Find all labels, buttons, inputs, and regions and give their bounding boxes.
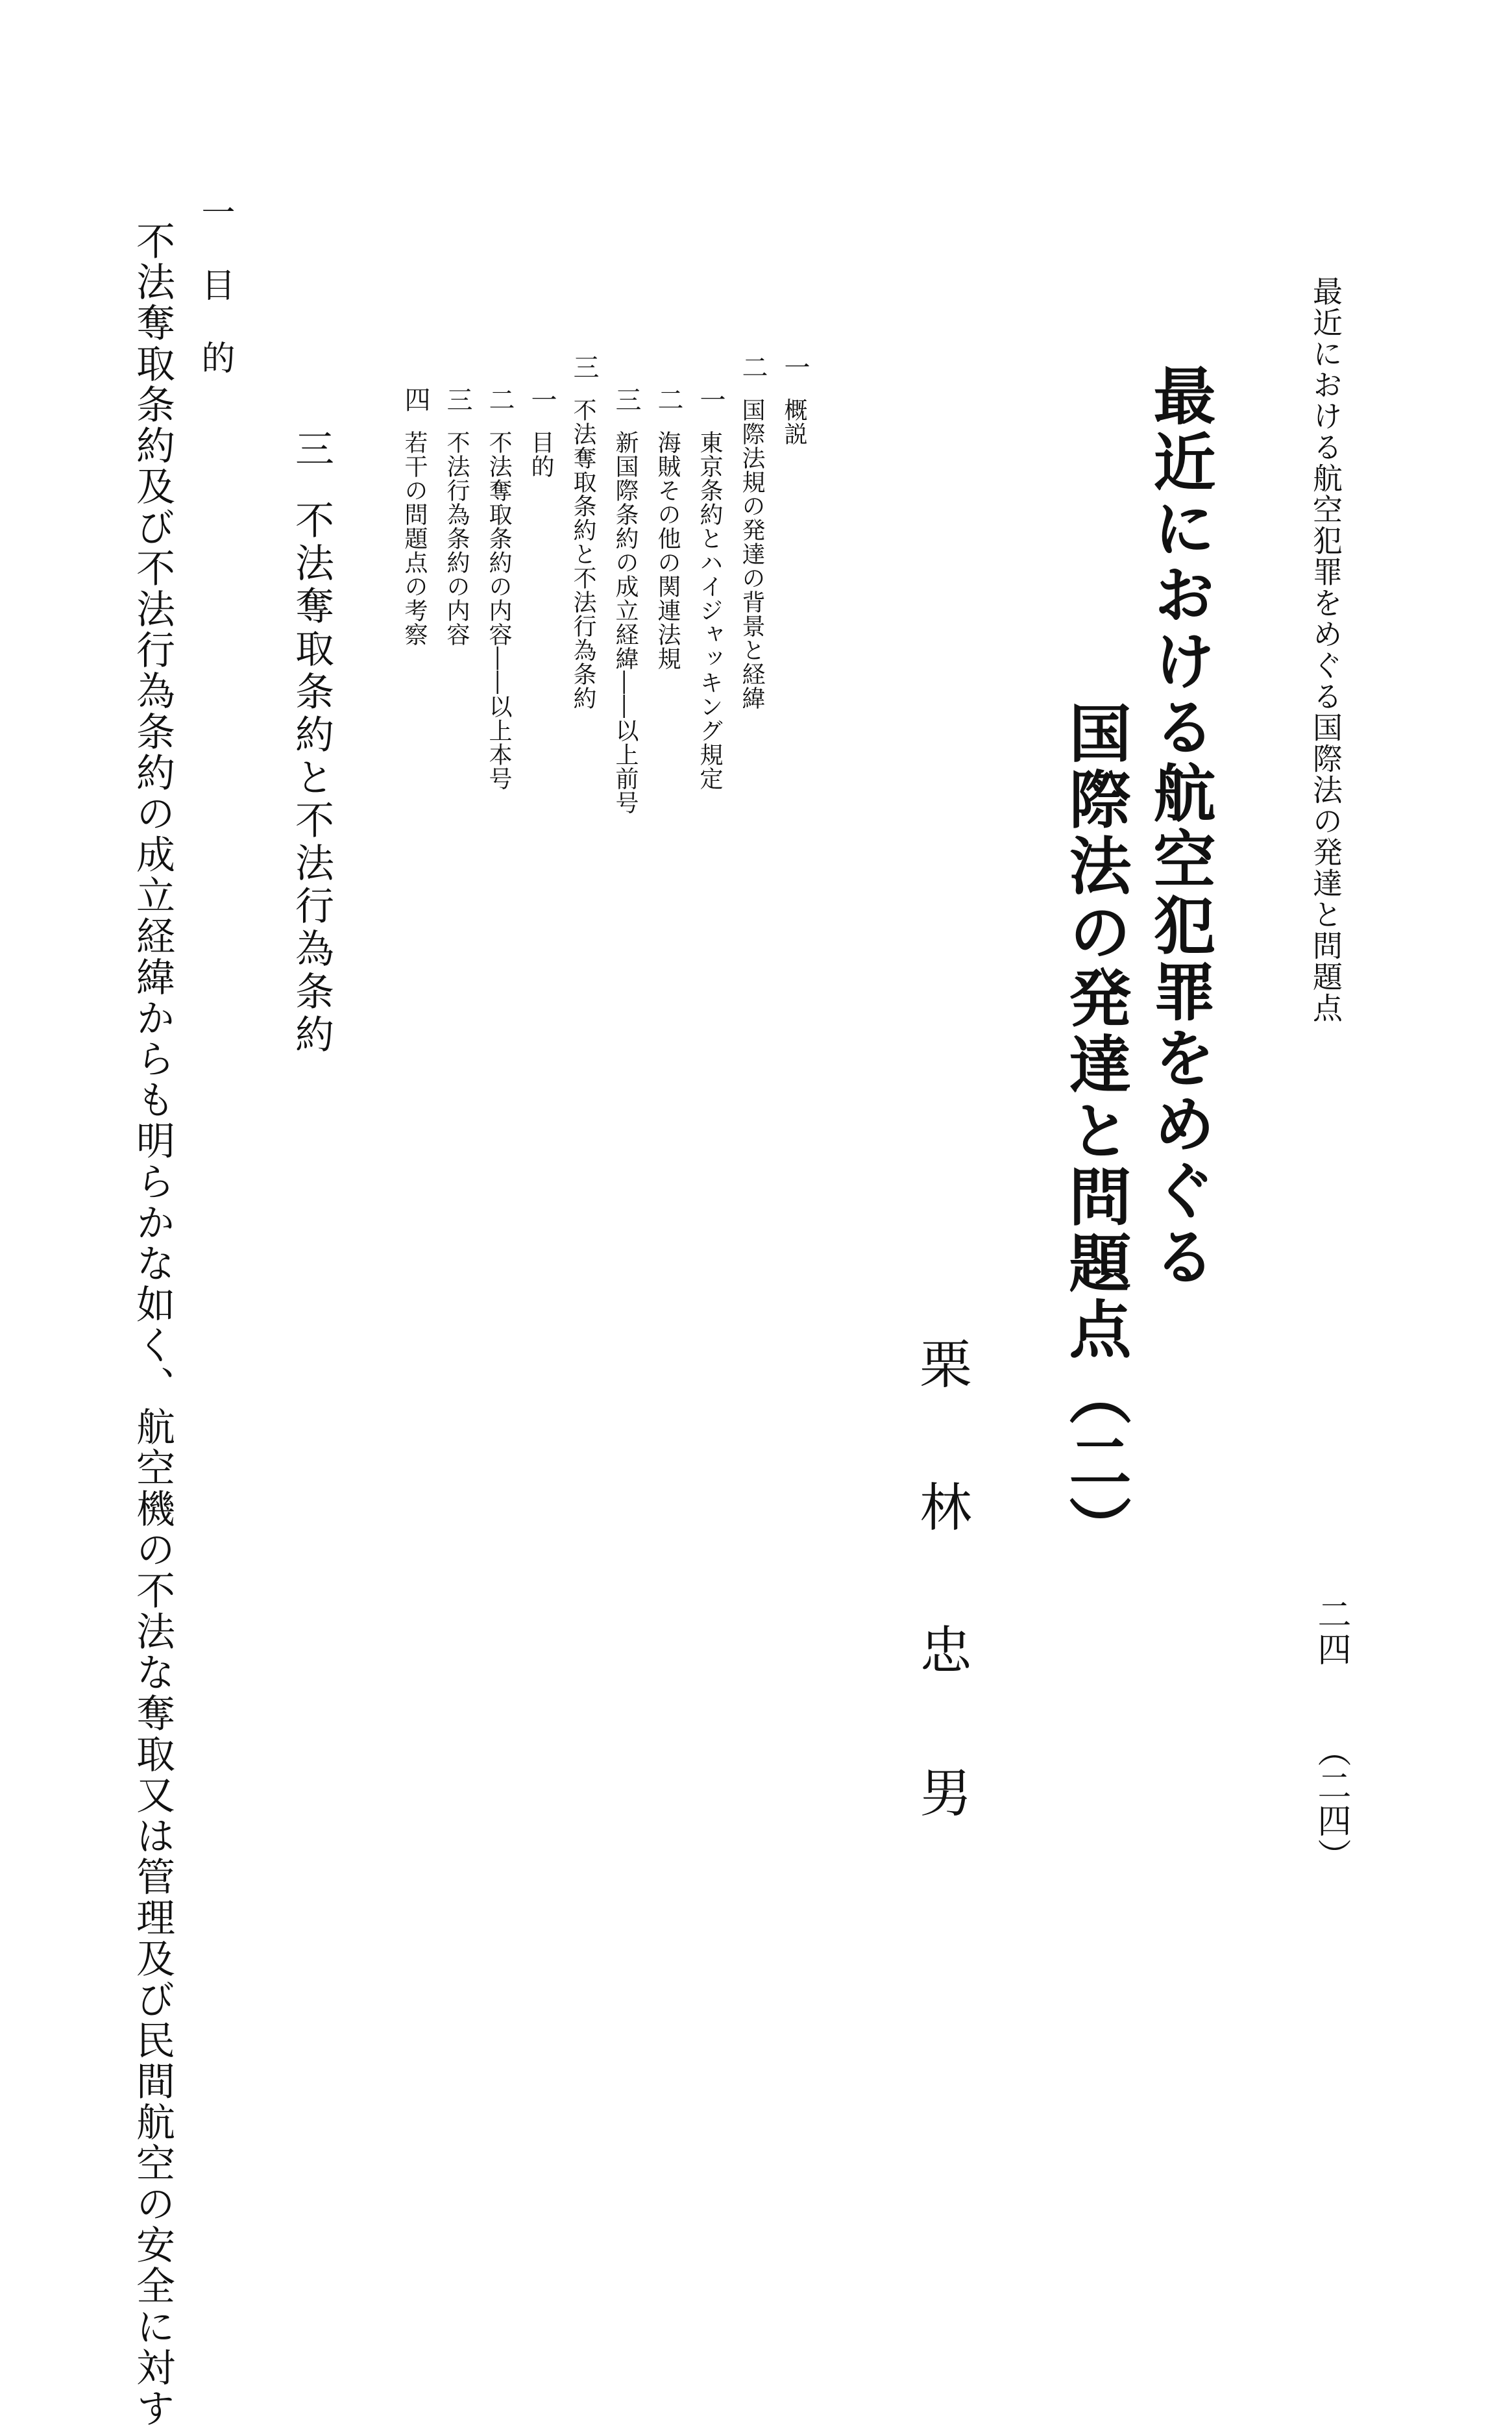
- toc-item: [571, 354, 597, 710]
- toc-item-number: 一: [696, 386, 726, 412]
- page-number-kanji: 二四: [1311, 1597, 1350, 1667]
- subsection-heading: [195, 195, 234, 413]
- toc-item-text: 不法奪取条約と不法行為条約: [570, 398, 596, 710]
- article-title-line2: 国際法の発達と問題点（二）: [1059, 701, 1132, 1562]
- section-heading: [289, 428, 334, 1057]
- toc-item-text: 東京条約とハイジャッキング規定: [696, 430, 723, 791]
- toc-item-text: 国際法規の発達の背景と経緯: [738, 398, 765, 710]
- toc-item: [782, 354, 808, 446]
- toc-item: [402, 386, 428, 647]
- body-paragraph: 不法奪取条約及び不法行為条約の成立経緯からも明らかな如く、航空機の不法な奪取又は管理及び民間航空の安全に対す: [130, 221, 175, 2429]
- toc-item: [698, 386, 724, 791]
- toc-item: [529, 386, 555, 478]
- toc-item: [487, 386, 513, 791]
- toc-item-number: 二: [653, 386, 683, 412]
- toc-item: [740, 354, 766, 710]
- toc-item-text: 不法奪取条約の内容――以上本号: [485, 430, 512, 791]
- toc-item-number: 一: [527, 386, 557, 412]
- subsection-heading-number: 一: [195, 195, 234, 228]
- toc-item: [445, 386, 470, 647]
- subsection-heading-text: 目的: [195, 267, 234, 413]
- running-header: 最近における航空犯罪をめぐる国際法の発達と問題点: [1308, 276, 1343, 1024]
- toc-item-text: 若干の問題点の考察: [401, 430, 428, 647]
- page-number-paren: （二四）: [1311, 1733, 1350, 1873]
- author-name: 栗林忠男: [911, 1337, 971, 1908]
- toc-item-number: 一: [780, 354, 810, 380]
- toc-item: [655, 386, 681, 671]
- toc-item-number: 四: [400, 386, 430, 412]
- toc-item-number: 三: [611, 386, 641, 412]
- section-heading-text: 不法奪取条約と不法行為条約: [289, 500, 334, 1057]
- toc-item-number: 二: [738, 354, 768, 380]
- toc-item-text: 概説: [781, 398, 807, 446]
- toc-item: [613, 386, 639, 815]
- section-heading-number: 三: [289, 428, 334, 467]
- toc-item-text: 不法行為条約の内容: [443, 430, 470, 647]
- toc-item-number: 三: [443, 386, 472, 412]
- toc-item-text: 目的: [528, 430, 554, 478]
- toc-item-number: 三: [569, 354, 599, 380]
- toc-item-number: 二: [485, 386, 515, 412]
- toc-item-text: 海賊その他の関連法規: [654, 430, 681, 671]
- toc-item-text: 新国際条約の成立経緯――以上前号: [612, 430, 639, 815]
- article-title-line1: 最近における航空犯罪をめぐる: [1143, 364, 1217, 1290]
